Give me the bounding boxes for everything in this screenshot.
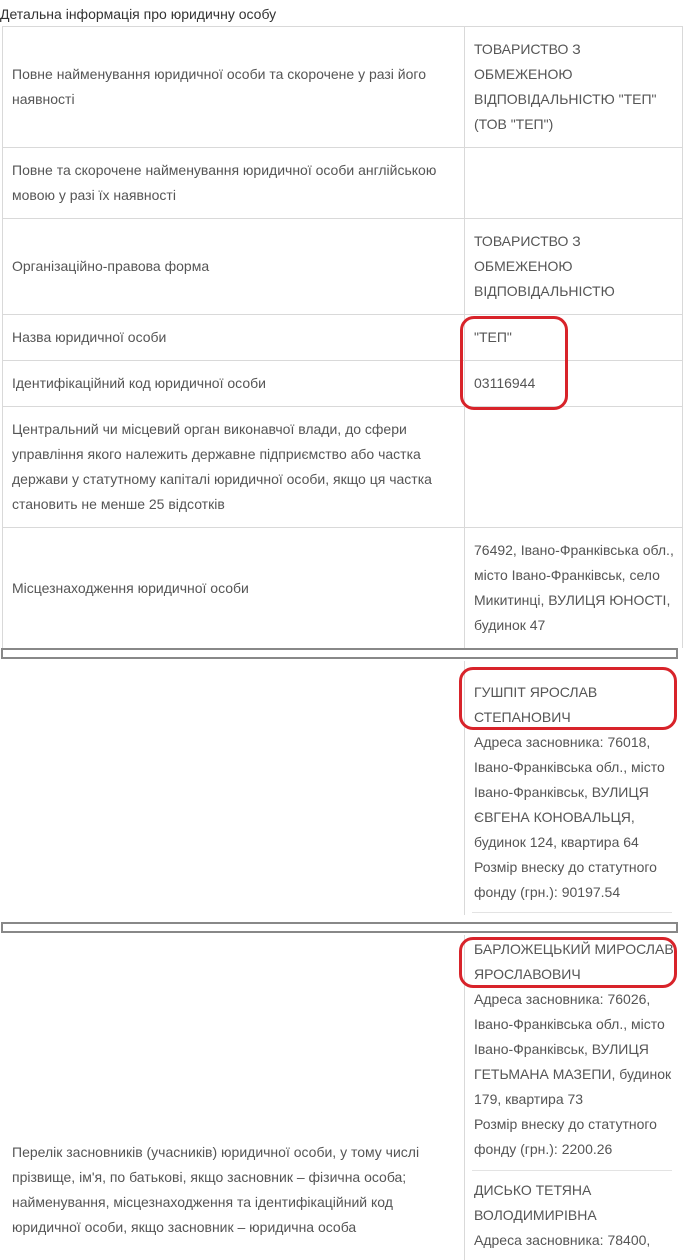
table-row-identification-code	[2, 361, 682, 407]
founder-contribution: Розмір внеску до статутного фонду (грн.): 90197.54	[474, 859, 657, 900]
row-value	[474, 148, 682, 218]
row-label: Місцезнаходження юридичної особи	[2, 528, 465, 648]
row-label: Організаційно-правова форма	[2, 219, 465, 314]
row-value: 03116944	[474, 375, 536, 391]
founder-address: Адреса засновника: 76026, Івано-Франківська обл., місто Івано-Франківськ, ВУЛИЦЯ ГЕТЬМАНА МАЗЕПИ, будинок 179, квартира 73	[474, 991, 672, 1107]
column-divider	[464, 935, 465, 1260]
row-label: Повне та скорочене найменування юридичної особи англійською мовою у разі їх наявності	[2, 148, 465, 218]
row-label: Ідентифікаційний код юридичної особи	[2, 361, 465, 406]
founders-list-label: Перелік засновників (учасників) юридичної особи, у тому числі прізвище, ім'я, по батькові, якщо засновник – фізична особа; найменування, місцезнаходження та ідентифікаційний код юридичної особи, якщо засновник – юридична особа	[12, 1144, 420, 1235]
screenshot-seam-2	[1, 922, 678, 933]
screenshot-seam-1	[1, 648, 678, 659]
row-value: ТОВАРИСТВО З ОБМЕЖЕНОЮ ВІДПОВІДАЛЬНІСТЮ	[474, 233, 615, 299]
founder-address: Адреса засновника: 76018, Івано-Франківська обл., місто Івано-Франківськ, ВУЛИЦЯ ЄВГЕНА КОНОВАЛЬЦЯ, будинок 124, квартира 64	[474, 734, 665, 850]
founder-entry-2	[474, 937, 679, 1162]
table-right-border	[682, 26, 683, 648]
founder-entry-1	[474, 680, 679, 905]
row-value: 76492, Івано-Франківська обл., місто Івано-Франківськ, село Микитинці, ВУЛИЦЯ ЮНОСТІ, будинок 47	[474, 542, 674, 633]
row-label: Повне найменування юридичної особи та скорочене у разі його наявності	[2, 26, 465, 147]
table-row-full-name	[2, 26, 682, 148]
row-value: "ТЕП"	[474, 329, 512, 345]
row-label: Центральний чи місцевий орган виконавчої влади, до сфери управління якого належить державне підприємство або частка держави у статутному капіталі юридичної особи, якщо ця частка становить не менше 25 відсотків	[2, 407, 465, 527]
column-divider	[464, 661, 465, 915]
table-row-legal-form	[2, 219, 682, 315]
row-label: Назва юридичної особи	[2, 315, 465, 360]
founder-separator	[472, 1170, 672, 1171]
table-row-location	[2, 528, 682, 648]
table-row-english-name	[2, 148, 682, 219]
founder-name: БАРЛОЖЕЦЬКИЙ МИРОСЛАВ ЯРОСЛАВОВИЧ	[474, 941, 674, 982]
row-value	[474, 407, 682, 527]
founder-contribution: Розмір внеску до статутного фонду (грн.): 2200.26	[474, 1116, 657, 1157]
founder-address: Адреса засновника: 78400,	[474, 1232, 651, 1248]
founder-entry-3	[474, 1178, 679, 1253]
founder-name: ГУШПІТ ЯРОСЛАВ СТЕПАНОВИЧ	[474, 684, 598, 725]
founder-name: ДИСЬКО ТЕТЯНА ВОЛОДИМИРІВНА	[474, 1182, 597, 1223]
row-value: ТОВАРИСТВО З ОБМЕЖЕНОЮ ВІДПОВІДАЛЬНІСТЮ "ТЕП" (ТОВ "ТЕП")	[474, 41, 657, 132]
table-row-short-name	[2, 315, 682, 361]
founder-separator	[472, 912, 672, 913]
page-title: Детальна інформація про юридичну особу	[0, 6, 277, 22]
table-row-governing-body	[2, 407, 682, 528]
